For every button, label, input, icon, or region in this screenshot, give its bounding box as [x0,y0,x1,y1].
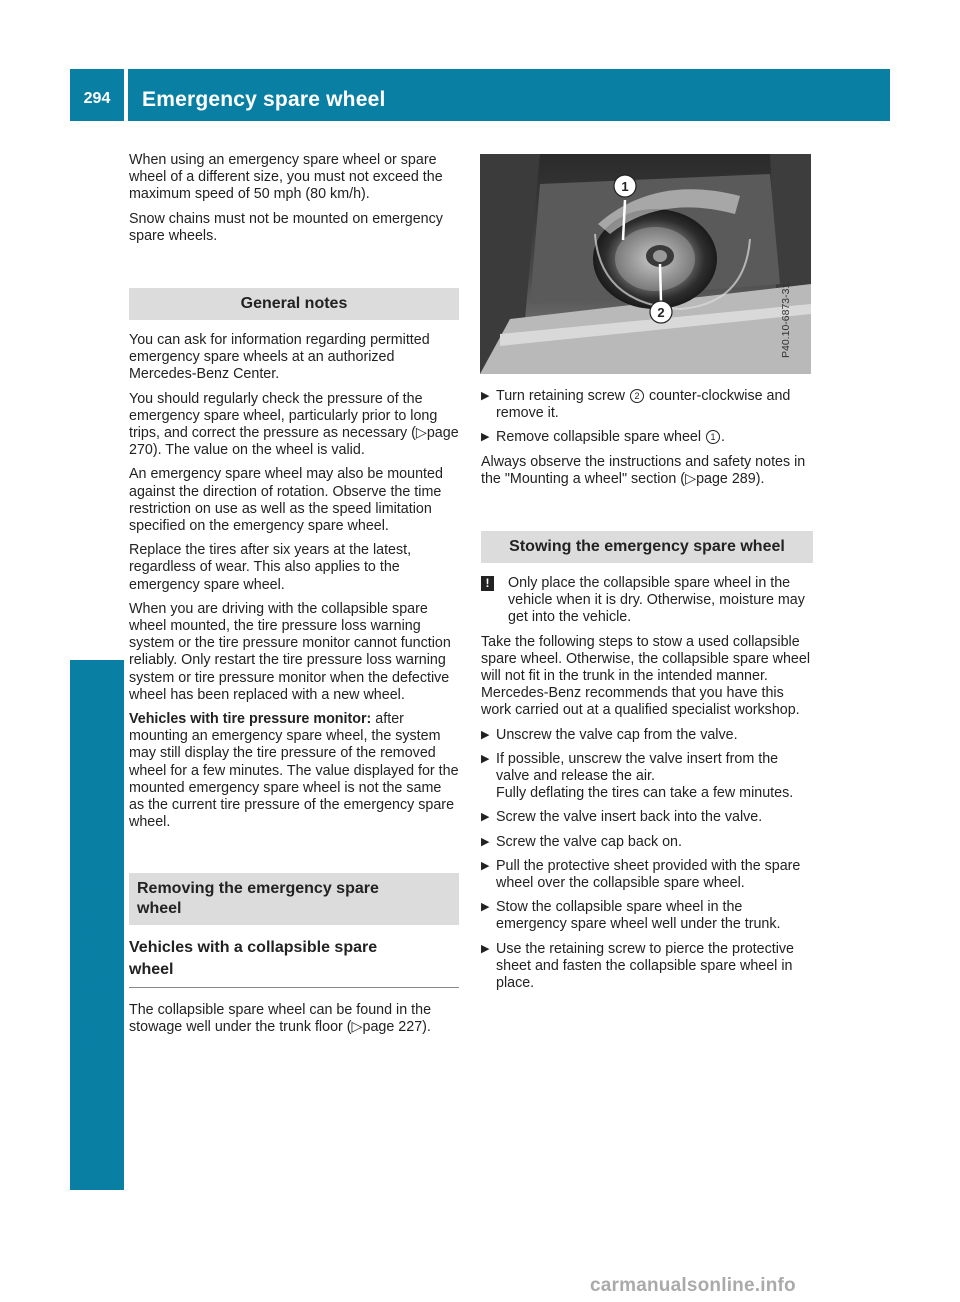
page-ref-arrow-icon: ▷ [415,425,427,442]
instruction-step: ▶ If possible, unscrew the valve insert from the valve and release the air. Fully deflating the tires can take a few minutes. [481,750,794,802]
step-arrow-icon: ▶ [481,431,490,444]
paragraph-tpm: Vehicles with tire pressure monitor: after mounting an emergency spare wheel, the system may still display the tire pressure of the removed wheel for a few minutes. The value displayed for the mounted emergency spare wheel is not the same as the current tire pressure of the emergency spare wheel. [129,711,459,831]
warning-icon: ! [481,576,494,591]
step-arrow-icon: ▶ [481,859,490,872]
instruction-step: ▶ Screw the valve cap back on. [481,833,682,850]
callout-1: 1 [621,179,629,194]
callout-ref-2: 2 [630,389,644,403]
header-divider [124,69,128,121]
paragraph-pressure: You should regularly check the pressure of the emergency spare wheel, particularly prior to long trips, and correct the pressure as necessary (▷page 270). The value on the wheel is valid. [129,390,459,459]
section-heading-general-notes: General notes [129,288,459,320]
instruction-step: ▶ Screw the valve insert back into the valve. [481,809,763,826]
paragraph: Take the following steps to stow a used collapsible spare wheel. Otherwise, the collapsible spare wheel will not fit in the trunk in the intended manner. Mercedes-Benz recommends that you have this work carried out at a qualified specialist workshop. [481,633,811,719]
left-column [129,152,459,1043]
warning-note: ! Only place the collapsible spare wheel in the vehicle when it is dry. Otherwise, moisture may get into the vehicle. [481,575,813,627]
paragraph: An emergency spare wheel may also be mounted against the direction of rotation. Observe the time restriction on use as well as the speed limitation specified on the emergency spare wheel. [129,466,443,535]
intro-paragraph-2: Snow chains must not be mounted on emergency spare wheels. [129,210,443,244]
step-arrow-icon: ▶ [481,942,490,955]
page-reference-link[interactable]: page 227 [362,1018,423,1035]
page-number: 294 [83,90,111,107]
instruction-step: ▶ Pull the protective sheet provided with the spare wheel over the collapsible spare wheel. [481,857,801,892]
instruction-step: ▶ Unscrew the valve cap from the valve. [481,726,738,743]
paragraph: Replace the tires after six years at the latest, regardless of wear. This also applies to the emergency spare wheel. [129,542,412,593]
right-column [481,388,813,999]
step-arrow-icon: ▶ [481,752,490,765]
intro-paragraph: When using an emergency spare wheel or spare wheel of a different size, you must not exceed the maximum speed of 50 mph (80 km/h). [129,152,443,203]
step-arrow-icon: ▶ [481,390,490,402]
instruction-step: ▶ Use the retaining screw to pierce the protective sheet and fasten the collapsible spare wheel in place. [481,940,795,992]
step-arrow-icon: ▶ [481,811,490,824]
watermark: carmanualsonline.info [590,1275,796,1296]
step-arrow-icon: ▶ [481,901,490,914]
trunk-spare-wheel-photo [480,154,811,374]
instruction-step: ▶ Remove collapsible spare wheel 1 . [481,429,725,446]
chapter-tab-label: Wheels and tires [82,878,105,1050]
subheading-collapsible: Vehicles with a collapsible spare wheel [129,937,459,988]
photo-reference-code: P40.10-6873-31 [780,282,792,358]
paragraph: You can ask for information regarding permitted emergency spare wheels at an authorized Mercedes-Benz Center. [129,332,430,383]
instruction-step: ▶ Stow the collapsible spare wheel in the emergency spare wheel well under the trunk. [481,899,781,933]
callout-ref-1: 1 [706,430,720,444]
trunk-photo-illustration [480,154,811,374]
page-title: Emergency spare wheel [142,88,386,111]
step-note: Fully deflating the tires can take a few minutes. [496,785,794,802]
section-heading-stowing: Stowing the emergency spare wheel [481,531,813,563]
step-arrow-icon: ▶ [481,835,490,848]
page-ref-arrow-icon: ▷ [351,1018,363,1035]
page-ref-arrow-icon: ▷ [685,470,697,487]
instruction-step: ▶ Turn retaining screw 2 counter-clockwise and remove it. [481,388,791,422]
section-heading-removing: Removing the emergency spare wheel [129,873,459,925]
paragraph-observe: Always observe the instructions and safety notes in the "Mounting a wheel" section (▷page 289). [481,453,806,487]
page-reference-link[interactable]: page 289 [696,470,756,487]
paragraph-stowage: The collapsible spare wheel can be found in the stowage well under the trunk floor (▷page 227). [129,1001,432,1035]
callout-2: 2 [657,305,665,320]
step-arrow-icon: ▶ [481,728,490,741]
page-reference-link[interactable]: page 270 [129,425,459,459]
paragraph: When you are driving with the collapsible spare wheel mounted, the tire pressure loss warning system or the tire pressure monitor cannot function reliably. Only restart the tire pressure loss warning system or tire pressure monitor when the defective wheel has been replaced with a new wheel. [129,600,451,703]
